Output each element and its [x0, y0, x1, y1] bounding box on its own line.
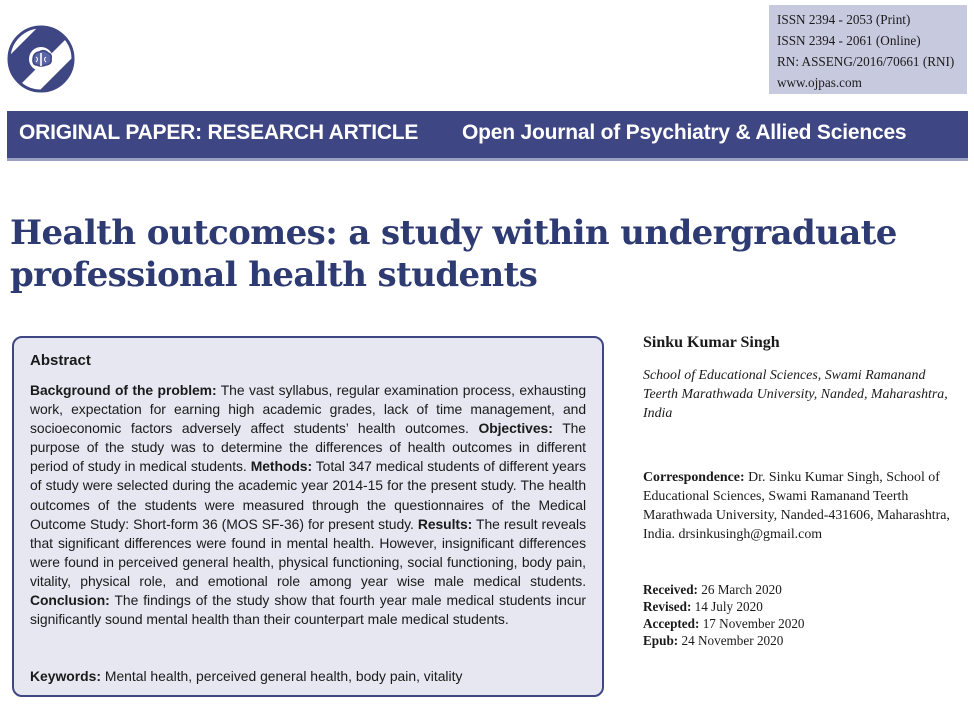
accepted-date: Accepted: 17 November 2020	[643, 616, 805, 631]
results-text: The result reveals that significant differences were found in mental health. However, insignificant differences were found in perceived general health, physical functioning, social functioning, body pain, vitality, physical role, and emotional role among year wise male medical students.	[30, 515, 586, 589]
background-label: Background of the problem:	[30, 382, 217, 398]
conclusion-text: The findings of the study show that fourth year male medical students incur significantly sound mental health than their counterpart male medical students.	[30, 592, 586, 628]
keywords-label: Keywords:	[30, 668, 102, 684]
rni-number: RN: ASSENG/2016/70661 (RNI)	[777, 54, 955, 69]
abstract-body	[30, 381, 586, 629]
author-name: Sinku Kumar Singh	[643, 334, 780, 351]
methods-text: Total 347 medical students of different years of study were selected during the academic year 2014-15 for the present study. The health outcomes of the students were measured through the questionnaires of the Medical Outcome Study: Short-form 36 (MOS SF-36) for present study.	[30, 458, 586, 532]
author-affiliation: School of Educational Sciences, Swami Ramanand Teerth Marathwada University, Nanded, Maharashtra, India	[643, 368, 948, 421]
correspondence-label: Correspondence:	[643, 470, 745, 485]
objectives-label: Objectives:	[478, 420, 553, 437]
header-banner	[7, 111, 968, 158]
issn-online: ISSN 2394 - 2061 (Online)	[777, 33, 921, 48]
results-label: Results:	[417, 515, 473, 532]
journal-name: Open Journal of Psychiatry & Allied Sciences	[462, 121, 907, 144]
conclusion-label: Conclusion:	[30, 592, 110, 609]
journal-logo-icon	[6, 24, 76, 94]
methods-label: Methods:	[250, 458, 313, 475]
keywords	[30, 668, 462, 684]
publication-dates	[643, 581, 805, 649]
epub-date: Epub: 24 November 2020	[643, 633, 784, 648]
received-date: Received: 26 March 2020	[643, 582, 782, 597]
article-type: ORIGINAL PAPER: RESEARCH ARTICLE	[19, 121, 419, 144]
issn-info-box	[769, 5, 967, 94]
website-link[interactable]: www.ojpas.com	[777, 75, 862, 90]
correspondence	[643, 468, 953, 544]
revised-date: Revised: 14 July 2020	[643, 599, 763, 614]
abstract-box	[12, 336, 604, 697]
abstract-heading: Abstract	[30, 352, 91, 369]
objectives-text: The purpose of the study was to determine the differences of health outcomes in different period of study in medical students.	[30, 420, 586, 475]
issn-print: ISSN 2394 - 2053 (Print)	[777, 12, 911, 27]
background-text: The vast syllabus, regular examination process, exhausting work, expectation for earning high academic grades, lack of time management, and socioeconomic factors adversely affect students’ health outcomes.	[30, 382, 587, 437]
paper-title: Health outcomes: a study within undergraduate professional health students	[10, 213, 897, 295]
keywords-text: Mental health, perceived general health, body pain, vitality	[101, 668, 463, 684]
correspondence-text: Dr. Sinku Kumar Singh, School of Educational Sciences, Swami Ramanand Teerth Marathwada University, Nanded-431606, Maharashtra, India. drsinkusingh@gmail.com	[643, 470, 950, 542]
